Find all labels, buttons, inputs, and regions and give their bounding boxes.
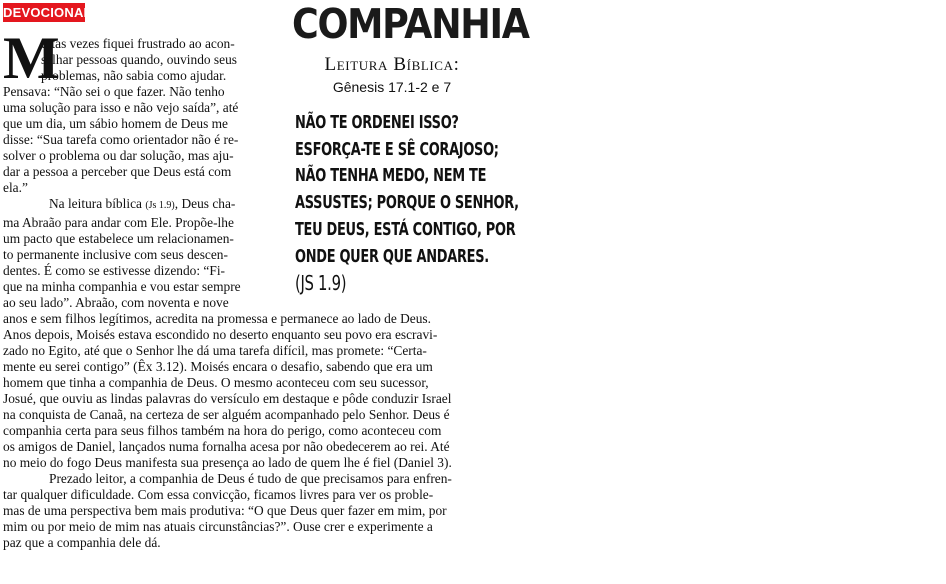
body-line: Anos depois, Moisés estava escondido no deserto enquanto seu povo era escravi- xyxy=(3,326,438,342)
body-line: Prezado leitor, a companhia de Deus é tudo de que precisamos para enfren- xyxy=(49,471,452,487)
body-line: um pacto que estabelece um relacionamen- xyxy=(3,230,234,246)
reading-label: Leitura Bíblica: xyxy=(324,54,460,75)
body-line: no meio do fogo Deus manifesta sua presença ao lado de quem lhe é fiel (Daniel 3). xyxy=(3,455,452,471)
body-line: os amigos de Daniel, lançados numa fornalha acesa por não obedecerem ao rei. Até xyxy=(3,439,450,455)
body-line: solver o problema ou dar solução, mas aju- xyxy=(3,148,234,164)
body-line: ma Abraão para andar com Ele. Propõe-lhe xyxy=(3,214,234,230)
body-line: zado no Egito, até que o Senhor lhe dá uma tarefa difícil, mas promete: “Certa- xyxy=(3,342,427,358)
body-line: uitas vezes fiquei frustrado ao acon- xyxy=(41,36,235,51)
verse-line: ONDE QUER QUE ANDARES. xyxy=(295,246,489,267)
body-line: dar a pessoa a perceber que Deus está com xyxy=(3,164,232,180)
verse-line: ASSUSTES; PORQUE O SENHOR, xyxy=(295,193,519,214)
body-line: to permanente inclusive com seus descen- xyxy=(3,246,228,262)
body-line: homem que tinha a companhia de Deus. O mesmo aconteceu com seu sucessor, xyxy=(3,374,429,390)
body-line: selhar pessoas quando, ouvindo seus xyxy=(41,52,237,68)
verse-citation: (JS 1.9) xyxy=(295,271,347,296)
body-line: Pensava: “Não sei o que fazer. Não tenho xyxy=(3,84,225,100)
article-title: COMPANHIA xyxy=(292,0,529,48)
body-line: mente eu serei contigo” (Êx 3.12). Moisés encara o desafio, sabendo que era um xyxy=(3,358,433,374)
body-line: ela.” xyxy=(3,180,28,196)
body-line: que um dia, um sábio homem de Deus me xyxy=(3,116,228,132)
body-line xyxy=(3,196,267,214)
body-line: tar qualquer dificuldade. Com essa convicção, ficamos livres para ver os proble- xyxy=(3,487,434,503)
reading-reference: Gênesis 17.1-2 e 7 xyxy=(332,79,452,95)
verse-line: NÃO TENHA MEDO, NEM TE xyxy=(295,166,487,187)
body-line: dentes. É como se estivesse dizendo: “Fi- xyxy=(3,262,226,278)
drop-cap: M xyxy=(3,25,60,91)
body-line: anos e sem filhos legítimos, acredita na promessa e permanece ao lado de Deus. xyxy=(3,310,431,326)
body-line: paz que a companhia dele dá. xyxy=(3,535,161,551)
article-body xyxy=(3,25,519,552)
verse-line: NÃO TE ORDENEI ISSO? xyxy=(295,113,459,133)
body-line: uma solução para isso e não vejo saída”, até xyxy=(3,100,239,116)
body-line: Josué, que ouviu as lindas palavras do versículo em destaque e pôde conduzir Israel xyxy=(3,391,452,407)
body-line: que na minha companhia e vou estar sempre xyxy=(3,278,241,294)
body-line: disse: “Sua tarefa como orientador não é re- xyxy=(3,132,239,148)
body-line: na conquista de Canaã, na certeza de ser alguém acompanhado pelo Senhor. Deus é xyxy=(3,407,450,423)
scripture-reference: (Js 1.9) xyxy=(145,200,175,212)
body-text-fragment: , Deus cha- xyxy=(174,196,236,212)
body-line: mas de uma perspectiva bem mais produtiva: “O que Deus quer fazer em mim, por xyxy=(3,503,447,519)
body-line: mim ou por meio de mim nas atuais circunstâncias?”. Ouse crer e experimente a xyxy=(3,519,433,535)
verse-line: ESFORÇA-TE E SÊ CORAJOSO; xyxy=(295,139,499,160)
verse-line: TEU DEUS, ESTÁ CONTIGO, POR xyxy=(295,219,516,240)
body-line: ao seu lado”. Abraão, com noventa e nove xyxy=(3,294,229,310)
body-line: problemas, não sabia como ajudar. xyxy=(41,68,227,84)
body-line: companhia certa para seus filhos também na hora do perigo, como aconteceu com xyxy=(3,423,442,439)
section-badge: DEVOCIONAL xyxy=(3,5,92,20)
body-text-fragment: Na leitura bíblica xyxy=(49,196,146,212)
